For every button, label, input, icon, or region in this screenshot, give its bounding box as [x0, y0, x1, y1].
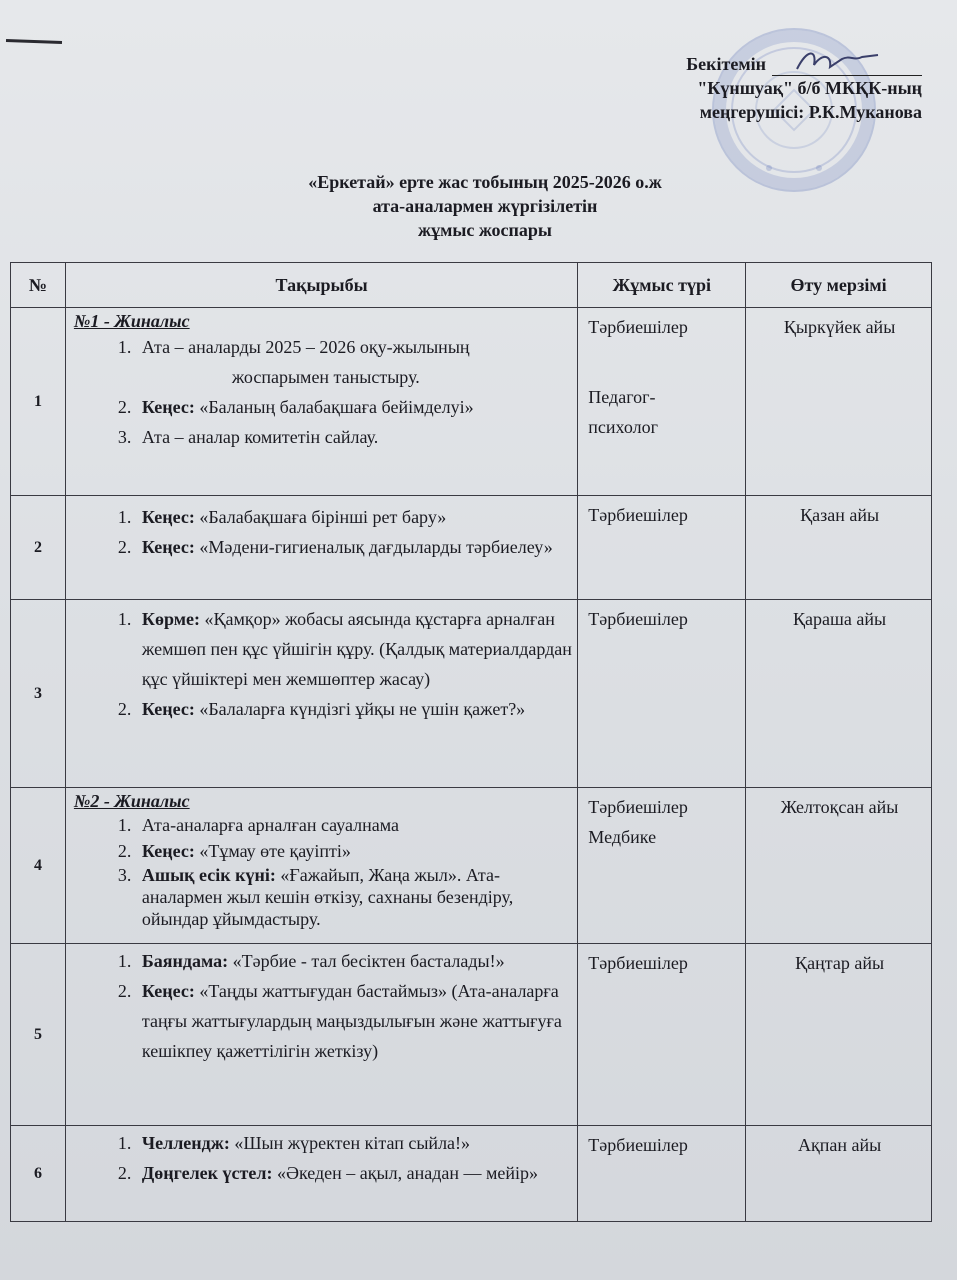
list-item: 1. Көрме: «Қамқор» жобасы аясында құстарға арналған жемшөп пен құс үйшігін құру. (Қалдық материалдардан құс үйшіктері мен жемшөптер жасау): [136, 604, 577, 694]
signature-line: [772, 57, 922, 76]
row-number: 3: [11, 600, 66, 788]
table-row: [11, 308, 932, 496]
row-work-type: Тәрбиешілер: [578, 600, 746, 788]
row-topic: [65, 1126, 577, 1222]
table-row: [11, 944, 932, 1126]
header-topic: Тақырыбы: [65, 263, 577, 308]
list-item: 2. Кеңес: «Баланың балабақшаға бейімделуі»: [136, 392, 577, 422]
list-item: 1. Ата – аналарды 2025 – 2026 оқу-жылының жоспарымен таныстыру.: [136, 332, 577, 392]
approval-head: меңгерушісі: Р.К.Муканова: [699, 102, 922, 122]
list-item: 2. Дөңгелек үстел: «Әкеден – ақыл, анадан — мейір»: [136, 1158, 577, 1188]
list-item: 1. Баяндама: «Тәрбие - тал бесіктен басталады!»: [136, 946, 577, 976]
corner-mark: [6, 39, 62, 44]
list-item: 3. Ашық есік күні: «Ғажайып, Жаңа жыл». Ата-аналармен жыл кешін өткізу, сахнаны безендіру, ойындар ұйымдастыру.: [136, 864, 577, 930]
list-item: 2. Кеңес: «Тұмау өте қауіпті»: [136, 838, 577, 864]
row-work-type: Тәрбиешілер: [578, 944, 746, 1126]
document-title: [160, 170, 810, 242]
row-deadline: Қыркүйек айы: [746, 308, 932, 496]
header-number: №: [11, 263, 66, 308]
row-work-type: Тәрбиешілер Медбике: [578, 788, 746, 944]
row-number: 6: [11, 1126, 66, 1222]
work-plan-table: [10, 262, 932, 1222]
row-work-type: Тәрбиешілер: [578, 496, 746, 600]
list-item: 2. Кеңес: «Мәдени-гигиеналық дағдыларды тәрбиелеу»: [136, 532, 577, 562]
list-item: 1. Кеңес: «Балабақшаға бірінші рет бару»: [136, 502, 577, 532]
title-line-2: ата-аналармен жүргізілетін: [372, 196, 598, 216]
row-work-type: Тәрбиешілер: [578, 1126, 746, 1222]
list-item: 2. Кеңес: «Таңды жаттығудан бастаймыз» (Ата-аналарға таңғы жаттығулардың маңыздылығын және жаттығуға кешікпеу қажеттілігін жеткізу): [136, 976, 577, 1066]
table-row: [11, 1126, 932, 1222]
row-deadline: Желтоқсан айы: [746, 788, 932, 944]
table-row: [11, 788, 932, 944]
title-line-3: жұмыс жоспары: [418, 220, 552, 240]
row-deadline: Қараша айы: [746, 600, 932, 788]
table-row: [11, 496, 932, 600]
header-work-type: Жұмыс түрі: [578, 263, 746, 308]
list-item: 3. Ата – аналар комитетін сайлау.: [136, 422, 577, 452]
list-item: 2. Кеңес: «Балаларға күндізгі ұйқы не үшін қажет?»: [136, 694, 577, 724]
approval-block: [686, 52, 922, 124]
row-number: 4: [11, 788, 66, 944]
row-deadline: Ақпан айы: [746, 1126, 932, 1222]
row-work-type: Тәрбиешілер Педагог- психолог: [578, 308, 746, 496]
signature-icon: [792, 45, 882, 75]
meeting-title: №2 - Жиналыс: [73, 791, 190, 811]
title-line-1: «Еркетай» ерте жас тобының 2025-2026 о.ж: [308, 172, 662, 192]
row-topic: [65, 788, 577, 944]
approval-org: "Күншуақ" б/б МКҚК-ның: [697, 78, 922, 98]
row-number: 2: [11, 496, 66, 600]
row-topic: [65, 308, 577, 496]
row-topic: [65, 944, 577, 1126]
meeting-title: №1 - Жиналыс: [73, 311, 190, 331]
table-row: [11, 600, 932, 788]
approval-label: Бекітемін: [686, 54, 766, 74]
row-deadline: Қазан айы: [746, 496, 932, 600]
row-topic: [65, 496, 577, 600]
row-topic: [65, 600, 577, 788]
row-deadline: Қаңтар айы: [746, 944, 932, 1126]
header-deadline: Өту мерзімі: [746, 263, 932, 308]
table-header-row: [11, 263, 932, 308]
list-item: 1. Челлендж: «Шын жүректен кітап сыйла!»: [136, 1128, 577, 1158]
row-number: 5: [11, 944, 66, 1126]
row-number: 1: [11, 308, 66, 496]
list-item: 1. Ата-аналарға арналған сауалнама: [136, 812, 577, 838]
